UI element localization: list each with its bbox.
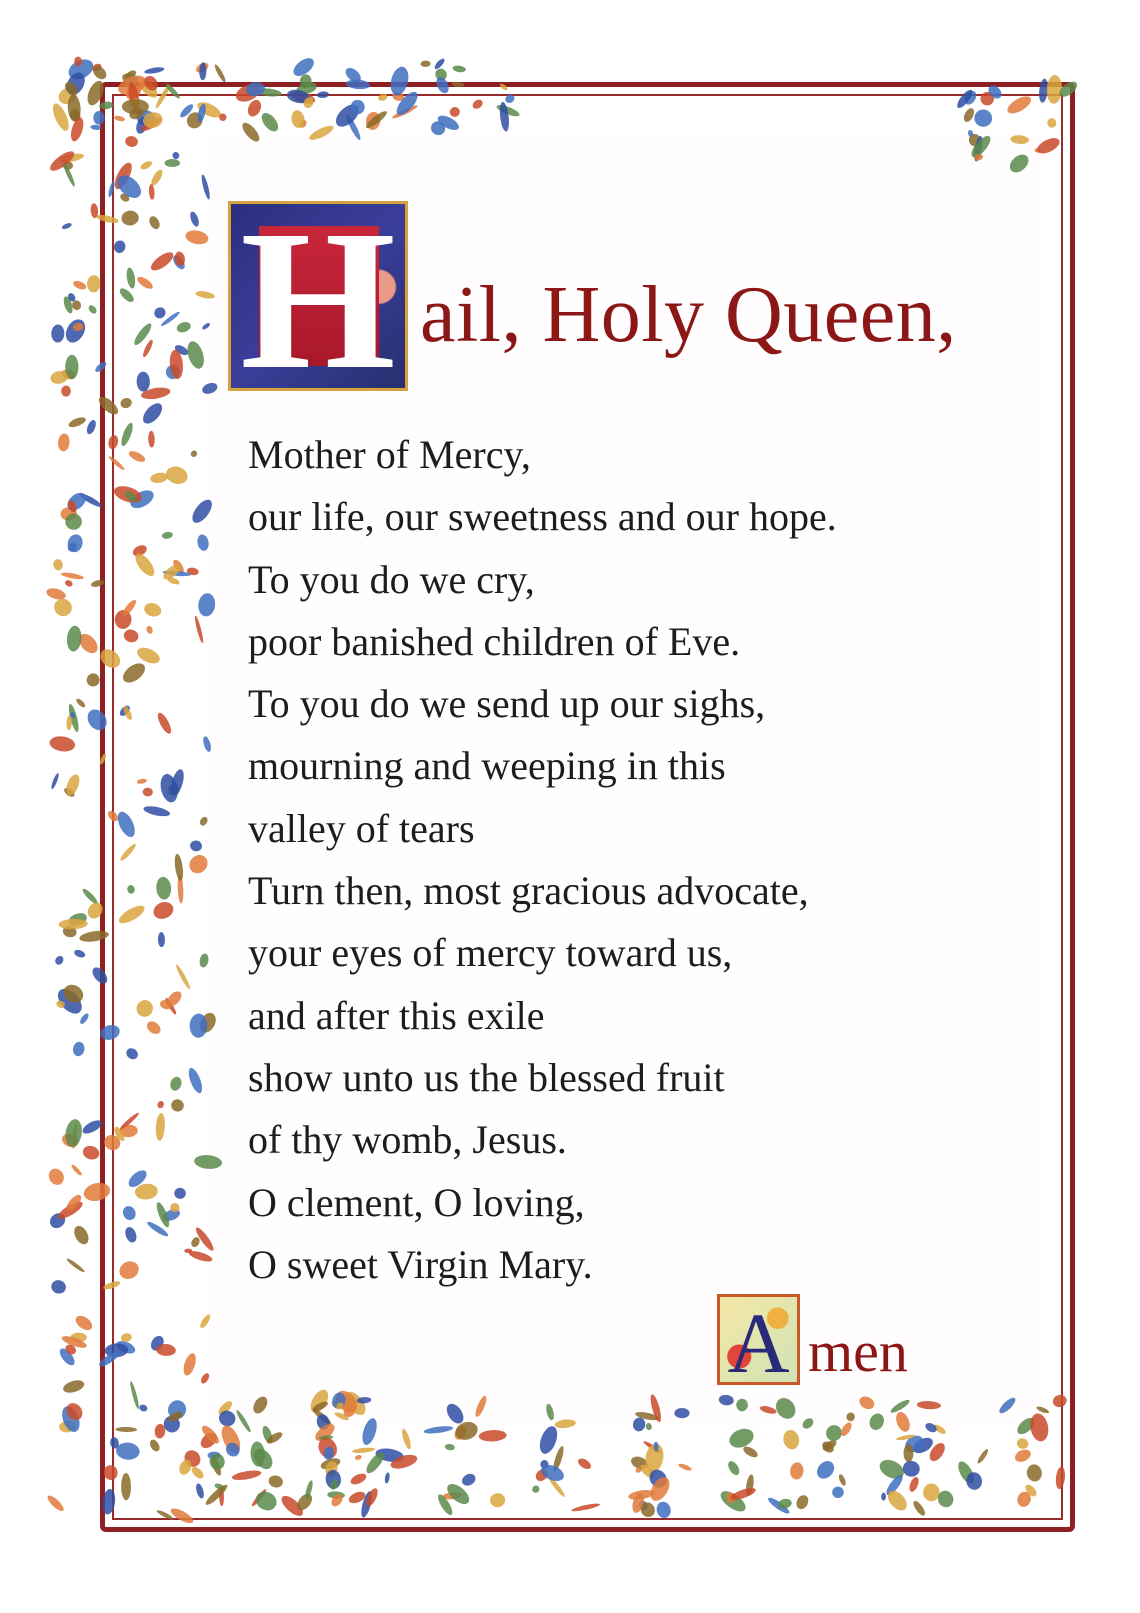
floral-ornament xyxy=(49,735,77,753)
floral-ornament xyxy=(1005,93,1034,117)
floral-ornament xyxy=(85,419,98,436)
floral-ornament xyxy=(674,1408,689,1418)
floral-ornament xyxy=(726,1425,756,1451)
floral-ornament xyxy=(253,1488,280,1514)
floral-ornament xyxy=(82,1180,112,1203)
floral-ornament xyxy=(148,1438,162,1453)
floral-ornament xyxy=(259,110,282,134)
floral-ornament xyxy=(231,1469,262,1482)
floral-ornament xyxy=(148,184,155,200)
floral-ornament xyxy=(151,899,176,922)
floral-ornament xyxy=(189,839,203,852)
floral-ornament xyxy=(388,65,411,98)
floral-ornament xyxy=(801,1416,816,1431)
floral-ornament xyxy=(61,571,85,580)
floral-ornament xyxy=(186,851,212,877)
floral-ornament xyxy=(400,1428,412,1450)
floral-ornament xyxy=(79,1012,91,1025)
floral-ornament xyxy=(189,449,198,458)
floral-ornament xyxy=(115,1427,137,1432)
floral-ornament xyxy=(1026,1463,1044,1482)
floral-ornament xyxy=(81,1144,101,1162)
floral-ornament xyxy=(537,1424,561,1456)
floral-ornament xyxy=(917,1400,942,1409)
floral-ornament xyxy=(962,107,976,124)
floral-ornament xyxy=(155,876,171,900)
floral-ornament xyxy=(68,116,85,143)
floral-ornament xyxy=(423,1425,453,1435)
floral-ornament xyxy=(50,772,60,789)
floral-ornament xyxy=(144,66,165,75)
floral-ornament xyxy=(911,1499,927,1517)
floral-ornament xyxy=(150,471,169,484)
floral-ornament xyxy=(352,1447,376,1454)
floral-ornament xyxy=(478,1429,506,1442)
floral-ornament xyxy=(846,1412,856,1422)
floral-ornament xyxy=(99,101,114,110)
floral-ornament xyxy=(158,932,165,947)
floral-ornament xyxy=(571,1502,600,1513)
floral-ornament xyxy=(645,1422,652,1430)
floral-ornament xyxy=(90,579,105,588)
floral-ornament xyxy=(201,322,211,331)
floral-ornament xyxy=(106,809,120,823)
floral-ornament xyxy=(98,1023,121,1043)
floral-ornament xyxy=(881,1493,886,1501)
floral-ornament xyxy=(1046,75,1063,104)
floral-ornament xyxy=(736,1399,748,1412)
floral-ornament xyxy=(119,842,138,862)
floral-ornament xyxy=(90,965,111,987)
floral-ornament xyxy=(70,1163,83,1176)
floral-ornament xyxy=(1013,1447,1033,1464)
floral-ornament xyxy=(195,290,216,300)
floral-ornament xyxy=(119,396,133,409)
floral-ornament xyxy=(127,449,146,464)
floral-ornament xyxy=(908,1476,921,1493)
floral-ornament xyxy=(304,1480,314,1500)
closing-amen: men xyxy=(808,1319,908,1384)
floral-ornament xyxy=(443,1401,466,1427)
floral-ornament xyxy=(143,804,171,818)
floral-ornament xyxy=(161,531,173,540)
floral-ornament xyxy=(121,1204,138,1222)
floral-ornament xyxy=(346,79,371,90)
floral-ornament xyxy=(499,82,509,91)
floral-ornament xyxy=(54,954,66,966)
floral-ornament xyxy=(186,1066,205,1095)
floral-ornament xyxy=(174,1188,186,1200)
floral-ornament xyxy=(973,108,994,129)
floral-ornament xyxy=(102,1464,119,1482)
floral-ornament xyxy=(97,645,124,671)
floral-ornament xyxy=(857,1394,876,1411)
floral-ornament xyxy=(87,304,98,315)
floral-ornament xyxy=(124,135,139,148)
floral-ornament xyxy=(116,902,147,926)
floral-ornament xyxy=(894,1410,913,1434)
illuminated-initial-a xyxy=(717,1294,800,1391)
floral-ornament xyxy=(119,422,135,448)
floral-ornament xyxy=(175,320,192,334)
floral-ornament xyxy=(84,706,111,734)
floral-ornament xyxy=(718,1394,734,1406)
floral-ornament xyxy=(67,415,87,429)
floral-ornament xyxy=(62,316,89,346)
floral-ornament xyxy=(1055,1466,1066,1489)
floral-ornament xyxy=(997,1395,1018,1415)
prayer-line: your eyes of mercy toward us, xyxy=(248,930,733,976)
floral-ornament xyxy=(115,1441,140,1460)
floral-ornament xyxy=(93,111,104,125)
prayer-line: Turn then, most gracious advocate, xyxy=(248,868,809,914)
floral-ornament xyxy=(122,628,140,644)
prayer-line: To you do we cry, xyxy=(248,556,535,602)
floral-ornament xyxy=(141,339,154,359)
floral-ornament xyxy=(129,1380,141,1409)
floral-ornament xyxy=(57,433,70,452)
floral-ornament xyxy=(81,1118,104,1137)
floral-ornament xyxy=(181,1352,198,1377)
floral-ornament xyxy=(198,815,209,827)
floral-ornament xyxy=(655,1500,673,1519)
floral-ornament xyxy=(155,711,173,736)
floral-ornament xyxy=(976,1448,990,1465)
floral-ornament xyxy=(61,385,71,396)
floral-ornament xyxy=(460,1471,478,1488)
page-title: ail, Holy Queen, xyxy=(420,271,957,359)
floral-ornament xyxy=(169,1075,184,1092)
floral-ornament xyxy=(123,1225,138,1244)
floral-ornament xyxy=(124,1046,140,1062)
floral-ornament xyxy=(61,222,72,230)
floral-ornament xyxy=(45,1493,65,1513)
floral-ornament xyxy=(199,1372,210,1385)
floral-ornament xyxy=(189,496,216,526)
floral-ornament xyxy=(451,81,465,88)
floral-ornament xyxy=(116,1258,141,1282)
floral-ornament xyxy=(576,1456,593,1471)
floral-ornament xyxy=(197,592,216,617)
floral-ornament xyxy=(145,625,154,635)
floral-ornament xyxy=(113,239,127,254)
floral-ornament xyxy=(172,151,180,160)
floral-ornament xyxy=(198,1313,212,1329)
floral-ornament xyxy=(1035,135,1062,157)
floral-ornament xyxy=(531,1484,541,1494)
floral-ornament xyxy=(107,434,119,450)
floral-ornament xyxy=(239,120,262,144)
prayer-line: and after this exile xyxy=(248,992,545,1038)
floral-ornament xyxy=(53,559,63,571)
floral-ornament xyxy=(1028,1412,1050,1443)
floral-ornament xyxy=(147,215,162,231)
floral-ornament xyxy=(235,1409,252,1434)
floral-ornament xyxy=(772,1394,799,1422)
floral-ornament xyxy=(902,1459,922,1478)
floral-ornament xyxy=(107,181,115,198)
floral-ornament xyxy=(1006,151,1032,176)
floral-ornament xyxy=(384,1472,390,1484)
prayer-line: O clement, O loving, xyxy=(248,1179,585,1225)
floral-ornament xyxy=(154,1423,166,1438)
floral-ornament xyxy=(184,339,206,371)
floral-ornament xyxy=(1016,1437,1030,1450)
prayer-line: Mother of Mercy, xyxy=(248,432,531,477)
prayer-line: To you do we send up our sighs, xyxy=(248,681,766,727)
floral-ornament xyxy=(473,1395,488,1418)
floral-ornament xyxy=(349,1471,368,1486)
prayer-line: poor banished children of Eve. xyxy=(248,618,741,664)
floral-ornament xyxy=(152,305,167,320)
floral-ornament xyxy=(72,279,88,291)
prayer-text xyxy=(248,424,837,1296)
floral-ornament xyxy=(127,884,136,894)
floral-ornament xyxy=(448,105,461,118)
floral-ornament xyxy=(108,455,126,471)
floral-ornament xyxy=(924,1421,939,1434)
floral-ornament xyxy=(79,929,110,943)
floral-ornament xyxy=(189,211,201,228)
floral-ornament xyxy=(363,1450,387,1476)
floral-ornament xyxy=(174,964,191,991)
floral-ornament xyxy=(73,948,86,958)
floral-ornament xyxy=(66,533,85,554)
floral-ornament xyxy=(165,159,181,167)
prayer-line: mourning and weeping in this xyxy=(248,743,726,789)
floral-ornament xyxy=(190,1465,206,1481)
floral-ornament xyxy=(1036,1405,1050,1414)
floral-ornament xyxy=(133,997,156,1020)
floral-ornament xyxy=(99,753,107,765)
floral-ornament xyxy=(184,229,209,247)
floral-ornament xyxy=(121,210,140,227)
floral-ornament xyxy=(545,1403,556,1421)
floral-ornament xyxy=(202,736,213,753)
floral-ornament xyxy=(471,98,485,111)
floral-ornament xyxy=(51,596,75,620)
floral-ornament xyxy=(164,464,190,487)
floral-ornament xyxy=(194,615,205,644)
floral-ornament xyxy=(832,1486,844,1498)
floral-ornament xyxy=(308,123,336,142)
floral-ornament xyxy=(102,1280,121,1291)
floral-ornament xyxy=(96,213,119,224)
floral-ornament xyxy=(420,60,430,67)
floral-ornament xyxy=(781,1428,801,1451)
floral-ornament xyxy=(904,1444,914,1462)
floral-ornament xyxy=(62,1378,86,1395)
floral-ornament xyxy=(169,1506,196,1526)
floral-ornament xyxy=(678,1462,693,1472)
floral-ornament xyxy=(1051,1393,1068,1409)
floral-ornament xyxy=(136,371,150,391)
floral-ornament xyxy=(504,93,517,105)
floral-ornament xyxy=(813,1458,837,1483)
floral-ornament xyxy=(72,1041,86,1057)
floral-ornament xyxy=(143,601,163,619)
floral-ornament xyxy=(923,1483,940,1501)
floral-ornament xyxy=(121,1473,131,1500)
initial-h-letter: H xyxy=(240,190,396,411)
floral-ornament xyxy=(64,579,74,588)
floral-ornament xyxy=(46,1166,67,1188)
prayer-line: O sweet Virgin Mary. xyxy=(248,1241,593,1287)
floral-ornament xyxy=(148,249,176,274)
floral-ornament xyxy=(75,697,87,708)
floral-ornament xyxy=(66,625,83,652)
floral-ornament xyxy=(156,1100,165,1109)
floral-ornament xyxy=(65,355,78,379)
illuminated-initial-h xyxy=(228,190,408,411)
floral-ornament xyxy=(96,394,121,418)
floral-ornament xyxy=(94,360,108,373)
floral-ornament xyxy=(148,431,155,448)
floral-ornament xyxy=(101,1488,117,1515)
floral-ornament xyxy=(114,115,126,122)
floral-ornament xyxy=(51,324,65,343)
floral-ornament xyxy=(726,1459,742,1477)
prayer-line: show unto us the blessed fruit xyxy=(248,1054,725,1100)
initial-a-letter: A xyxy=(727,1295,790,1391)
floral-ornament xyxy=(794,1493,811,1511)
prayer-line: valley of tears xyxy=(248,805,475,851)
floral-ornament xyxy=(117,286,135,304)
floral-ornament xyxy=(444,1443,455,1451)
floral-ornament xyxy=(1010,135,1029,145)
floral-ornament xyxy=(50,1278,68,1295)
floral-ornament xyxy=(85,900,106,922)
prayer-line: of thy womb, Jesus. xyxy=(248,1117,567,1163)
floral-ornament xyxy=(250,1394,270,1416)
floral-ornament xyxy=(434,75,451,95)
floral-ornament xyxy=(199,953,210,968)
floral-ornament xyxy=(194,1154,223,1170)
floral-ornament xyxy=(169,1097,185,1113)
floral-ornament xyxy=(90,124,101,130)
floral-ornament xyxy=(213,63,227,83)
floral-ornament xyxy=(201,381,219,396)
floral-ornament xyxy=(142,787,153,796)
floral-ornament xyxy=(838,1473,848,1486)
floral-ornament xyxy=(267,1474,284,1489)
floral-ornament xyxy=(317,91,329,98)
floral-ornament xyxy=(490,1493,506,1508)
floral-ornament xyxy=(145,1019,163,1037)
floral-ornament xyxy=(195,1483,206,1500)
prayer-line: our life, our sweetness and our hope. xyxy=(248,494,837,540)
floral-ornament xyxy=(867,1411,887,1432)
floral-ornament xyxy=(360,1416,380,1446)
floral-ornament xyxy=(139,159,153,171)
floral-ornament xyxy=(73,1313,95,1333)
floral-ornament xyxy=(135,275,154,291)
floral-ornament xyxy=(554,1418,576,1429)
floral-ornament xyxy=(173,853,184,881)
floral-ornament xyxy=(759,1405,777,1416)
floral-ornament xyxy=(114,809,138,839)
floral-ornament xyxy=(742,1444,760,1459)
floral-ornament xyxy=(66,1257,86,1273)
floral-ornament xyxy=(196,534,210,552)
floral-ornament xyxy=(354,1454,362,1460)
floral-ornament xyxy=(452,65,466,73)
floral-ornament xyxy=(377,93,388,102)
floral-ornament xyxy=(85,672,102,689)
floral-ornament xyxy=(87,275,101,293)
floral-ornament xyxy=(135,645,162,667)
floral-ornament xyxy=(433,57,446,70)
floral-ornament xyxy=(155,1113,166,1142)
floral-ornament xyxy=(71,1223,91,1246)
floral-ornament xyxy=(139,400,165,427)
floral-ornament xyxy=(200,174,211,200)
floral-ornament xyxy=(120,660,149,687)
floral-ornament xyxy=(789,1462,804,1480)
floral-ornament xyxy=(125,267,136,289)
floral-ornament xyxy=(1046,117,1057,129)
floral-ornament xyxy=(136,778,147,785)
floral-ornament xyxy=(138,1404,148,1413)
